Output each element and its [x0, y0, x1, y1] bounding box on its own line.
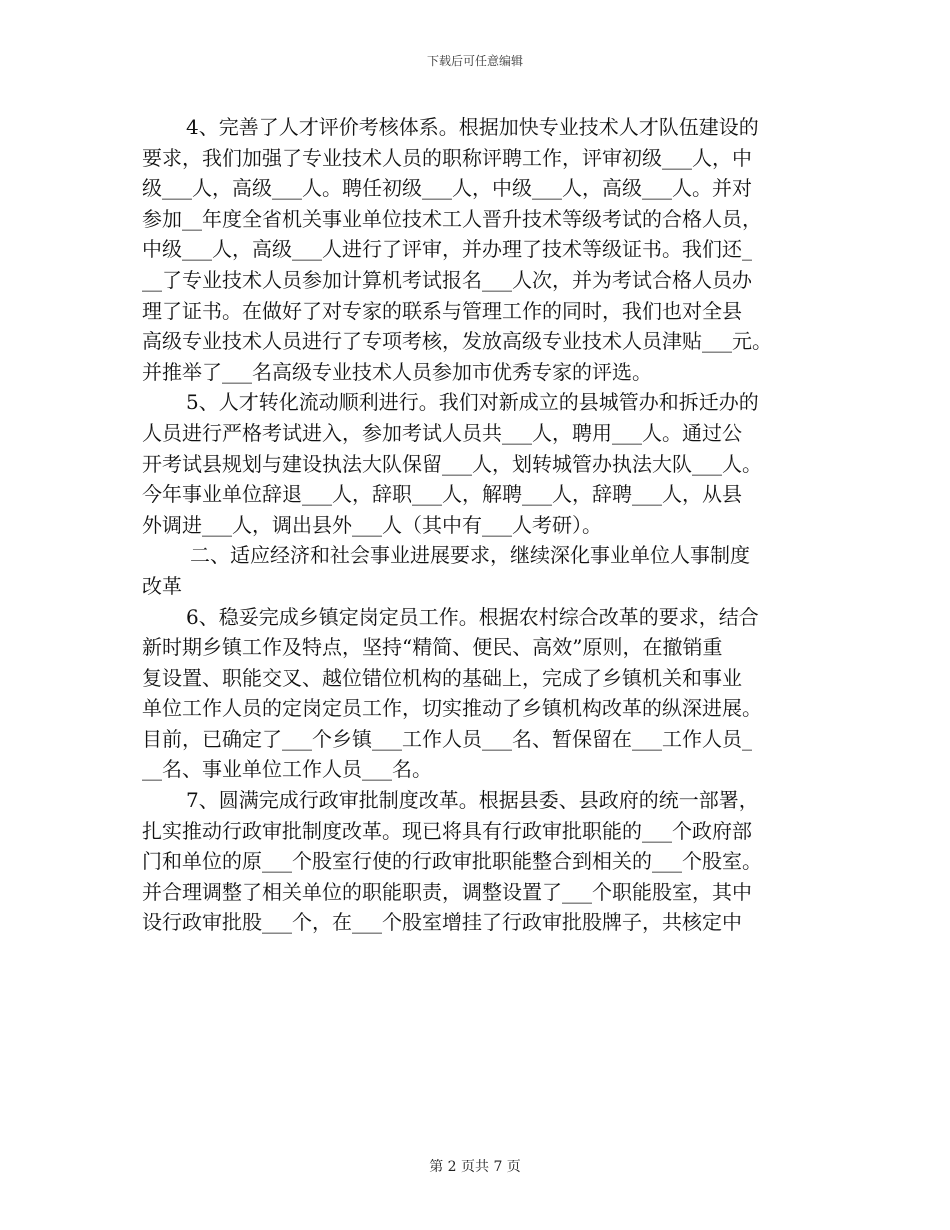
text-line: 今年事业单位辞退___人，辞职___人，解聘___人，辞聘___人，从县	[142, 482, 742, 507]
text-line: 并推举了___名高级专业技术人员参加市优秀专家的评选。	[142, 359, 652, 384]
text-line: 单位工作人员的定岗定员工作，切实推动了乡镇机构改革的纵深进展。	[142, 696, 762, 721]
text-line: 设行政审批股___个，在___个股室增挂了行政审批股牌子，共核定中	[142, 910, 742, 935]
text-line: 级___人，高级___人。聘任初级___人，中级___人，高级___人。并对	[142, 176, 752, 201]
page-header: 下载后可任意编辑	[426, 54, 523, 68]
text-line: 6、稳妥完成乡镇定岗定员工作。根据农村综合改革的要求，结合	[186, 604, 759, 629]
section-heading: 改革	[142, 573, 182, 598]
text-line: 参加__年度全省机关事业单位技术工人晋升技术等级考试的合格人员，	[142, 206, 762, 231]
section-heading: 二、适应经济和社会事业进展要求，继续深化事业单位人事制度	[190, 543, 750, 568]
text-line: 门和单位的原___个股室行使的行政审批职能整合到相关的___个股室。	[142, 849, 762, 874]
text-line: 中级___人，高级___人进行了评审，并办理了技术等级证书。我们还_	[142, 237, 752, 262]
text-line: 并合理调整了相关单位的职能职责，调整设置了___个职能股室，其中	[142, 879, 752, 904]
text-line: 人员进行严格考试进入，参加考试人员共___人，聘用___人。通过公	[142, 420, 742, 445]
text-line: __了专业技术人员参加计算机考试报名___人次，并为考试合格人员办	[142, 267, 752, 292]
document-body	[142, 112, 812, 938]
text-line: 目前，已确定了___个乡镇___工作人员___名、暂保留在___工作人员_	[142, 726, 752, 751]
text-line: 外调进___人，调出县外___人（其中有___人考研）。	[142, 512, 602, 537]
text-line: 复设置、职能交叉、越位错位机构的基础上，完成了乡镇机关和事业	[142, 665, 742, 690]
text-line: 4、完善了人才评价考核体系。根据加快专业技术人才队伍建设的	[186, 115, 759, 139]
text-line: 新时期乡镇工作及特点，坚持“精简、便民、高效”原则，在撤销重	[142, 635, 723, 660]
text-line: __名、事业单位工作人员___名。	[142, 757, 432, 782]
page-footer: 第 2 页共 7 页	[429, 1159, 521, 1175]
text-line: 理了证书。在做好了对专家的联系与管理工作的同时，我们也对全县	[142, 298, 742, 323]
text-line: 高级专业技术人员进行了专项考核，发放高级专业技术人员津贴___元。	[142, 329, 772, 354]
text-line: 5、人才转化流动顺利进行。我们对新成立的县城管办和拆迁办的	[186, 390, 759, 415]
text-line: 7、圆满完成行政审批制度改革。根据县委、县政府的统一部署，	[186, 788, 759, 813]
text-line: 扎实推动行政审批制度改革。现已将具有行政审批职能的___个政府部	[142, 818, 752, 843]
text-line: 开考试县规划与建设执法大队保留___人，划转城管办执法大队___人。	[142, 451, 762, 476]
text-line: 要求，我们加强了专业技术人员的职称评聘工作，评审初级___人，中	[142, 145, 752, 170]
